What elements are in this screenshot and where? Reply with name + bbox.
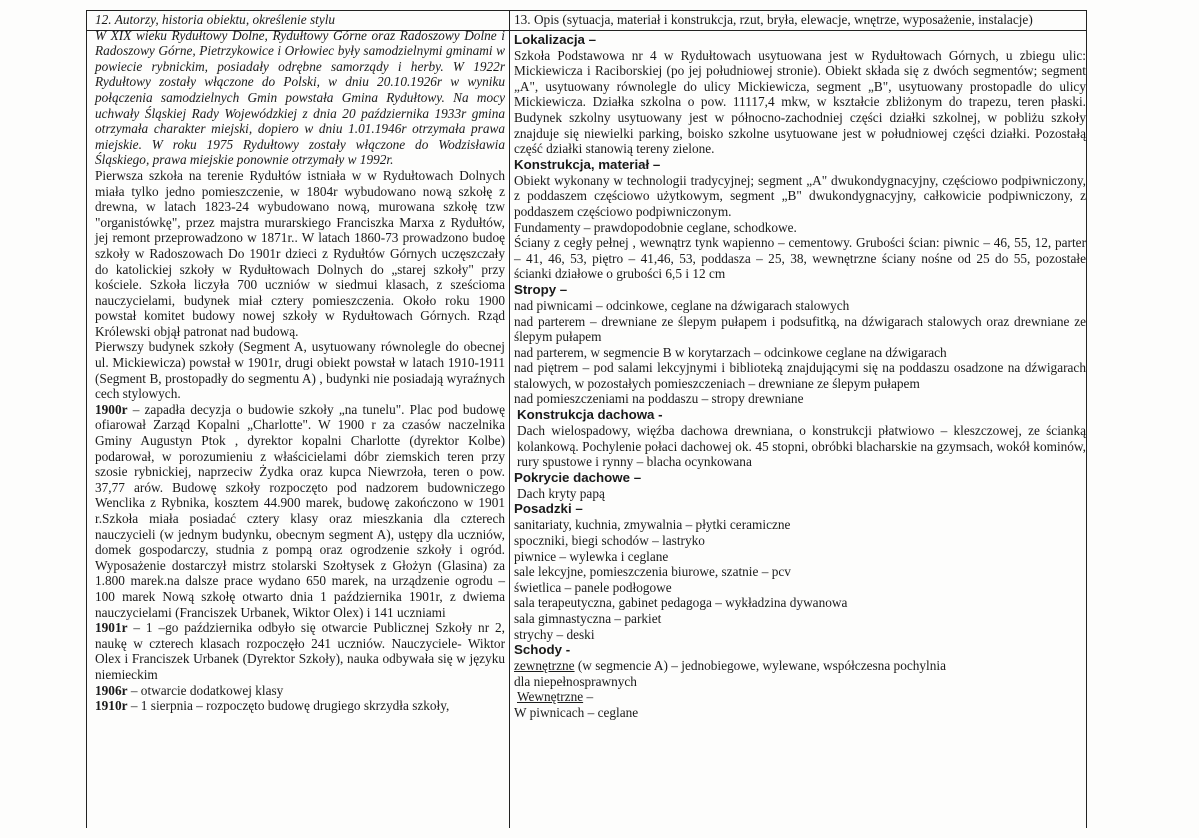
construction-text: Obiekt wykonany w technologii tradycyjnej; segment „A" dwukondygnacyjny, częściowo podpiwniczony, z poddaszem częściowo użytkowym, segment „B" dwukondygnacyjny, całkowicie podpiwniczony, z poddaszem częściowo podpiwniczonym. [514, 172, 1086, 219]
ceilings-item: nad piwnicami – odcinkowe, ceglane na dźwigarach stalowych [514, 297, 850, 313]
history-entry-1906 [95, 683, 505, 699]
foundations-text: Fundamenty – prawdopodobnie ceglane, schodkowe. [514, 219, 797, 235]
entry-text: – 1 –go października odbyło się otwarcie Publicznej Szkoły nr 2, naukę w czterech klasach rozpoczęło 241 uczniów. Nauczyciele- Wiktor Olex i Franciszek Urbanek (Dyrektor Szkoły), nauka odbywała się w języku niemieckim [95, 620, 505, 682]
ceilings-item: nad pomieszczeniami na poddaszu – stropy drewniane [514, 391, 804, 407]
section-title-floors: Posadzki – [514, 501, 583, 517]
stairs-internal [514, 689, 1086, 705]
history-intro: W XIX wieku Rydułtowy Dolne, Rydułtowy Górne oraz Radoszowy Dolne i Radoszowy Górne, Pietrzykowice i Orłowiec były samodzielnymi gminami w powiecie rybnickim, posiadały odrębne samorządy i herby. W 1922r Rydułtowy zostały włączone do Polski, w dniu 20.10.1926r w wyniku połączenia samodzielnych Gmin powstała Gmina Rydułtowy. Na mocy uchwały Śląskiej Rady Wojewódzkiej z dnia 20 października 1933r gmina otrzymała charakter miejski, dopiero w dniu 1.01.1946r otrzymała prawa miejskie. W roku 1975 Rydułtowy zostały włączone do Wodzisławia Śląskiego, prawa miejskie ponownie otrzymały w 1992r. [95, 27, 505, 168]
walls-text: Ściany z cegły pełnej , wewnątrz tynk wapienno – cementowy. Grubości ścian: piwnic – 46, 55, 12, parter – 41, 46, 53, piętro – 41,46, 53, poddasza – 25, 38, wewnętrzne ściany nośne od 25 do 55, pozostałe ścianki działowe o grubości 6,5 i 12 cm [514, 235, 1086, 282]
left-border [86, 10, 87, 828]
description-column [514, 12, 1086, 721]
stairs-external-label: zewnętrzne [514, 658, 575, 674]
roof-structure-text: Dach wielospadowy, więźba dachowa drewniana, o konstrukcji płatwiowo – kleszczowej, ze ścianką kolankową. Pochylenie połaci dachowej ok. 45 stopni, obróbki blacharskie na gzymsach, wokół kominów, rury spustowe i rynny – blacha ocynkowana [517, 423, 1086, 470]
floors-item: sanitariaty, kuchnia, zmywalnia – płytki ceramiczne [514, 517, 791, 533]
history-column [95, 12, 505, 714]
entry-text: – otwarcie dodatkowej klasy [127, 682, 284, 698]
entry-year: 1906r [95, 682, 128, 698]
entry-year: 1901r [95, 620, 128, 636]
description-header: 13. Opis (sytuacja, materiał i konstrukcja, rzut, bryła, elewacje, wnętrze, wyposażenie, instalacje) [514, 12, 1033, 27]
history-paragraph: Pierwszy budynek szkoły (Segment A, usytuowany równolegle do obecnej ul. Mickiewicza) powstał w 1901r, drugi obiekt powstał w latach 1910-1911 (Segment B, prostopadły do segmentu A) , budynki nie posiadają wyraźnych cech stylowych. [95, 339, 505, 402]
section-title-roof-structure: Konstrukcja dachowa - [517, 407, 663, 423]
floors-item: strychy – deski [514, 626, 595, 642]
top-border [86, 10, 1086, 11]
stairs-external-text: (w segmencie A) – jednobiegowe, wylewane, współczesna pochylnia [574, 658, 946, 674]
section-title-ceilings: Stropy – [514, 281, 568, 297]
ceilings-item: nad parterem – drewniane ze ślepym pułapem i podsufitką, na dźwigarach stalowych oraz drewniane ze ślepym pułapem [514, 313, 1086, 345]
floors-item: sale lekcyjne, pomieszczenia biurowe, szatnie – pcv [514, 564, 791, 580]
history-entry-1910 [95, 698, 505, 714]
roofing-text: Dach kryty papą [517, 485, 605, 501]
stairs-external [514, 658, 1086, 674]
floors-item: sala terapeutyczna, gabinet pedagoga – wykładzina dywanowa [514, 595, 848, 611]
column-divider [509, 10, 510, 828]
history-entry-1901 [95, 620, 505, 682]
floors-item: spoczniki, biegi schodów – lastryko [514, 533, 705, 549]
entry-text: – 1 sierpnia – rozpoczęto budowę drugiego skrzydła szkoły, [127, 698, 450, 714]
ceilings-item: nad parterem, w segmencie B w korytarzach – odcinkowe ceglane na dźwigarach [514, 344, 947, 360]
section-title-location: Lokalizacja – [514, 31, 597, 47]
location-text: Szkoła Podstawowa nr 4 w Rydułtowach usytuowana jest w Rydułtowach Górnych, u zbiegu ulic: Mickiewicza i Raciborskiej (po jej południowej stronie). Obiekt składa się z dwóch segmentów; segment „A", usytuowany równolegle do ulicy Mickiewicza, segment „B", usytuowany prostopadle do ulicy Mickiewicza. Działka szkolna o pow. 11117,4 mkw, w kształcie zbliżonym do trapezu, teren płaski. Budynek szkolny usytuowany jest w północno-zachodniej części działki szkolnej, w pobliżu szkoły znajduje się niewielki parking, boisko szkolne usytuowane jest w południowej części działki. Pozostałą część działki stanowią tereny zielone. [514, 47, 1086, 157]
stairs-internal-text: – [583, 689, 594, 705]
floors-item: piwnice – wylewka i ceglane [514, 548, 669, 564]
entry-year: 1900r [95, 401, 128, 417]
floors-item: świetlica – panele podłogowe [514, 579, 672, 595]
section-title-construction: Konstrukcja, materiał – [514, 156, 661, 172]
history-header: 12. Autorzy, historia obiektu, określenie stylu [95, 12, 336, 27]
floors-item: sala gimnastyczna – parkiet [514, 611, 662, 626]
history-paragraph: Pierwsza szkoła na terenie Rydułtów istniała w w Rydułtowach Dolnych miała tylko jedno pomieszczenie, w 1804r wybudowano nową szkołę z drewna, w latach 1823-24 wybudowano nową, murowana szkołę tzw "organistówkę", przez majstra murarskiego Franciszka Marxa z Rydułtów, jej remont przeprowadzono w 1871r.. W latach 1860-73 prowadzono budoę szkoły w Radoszowach Do 1901r dzieci z Rydułtów Górnych uczęszczały do katolickiej szkoły w Rydułtowach Dolnych do „starej szkoły" przy kościele. Szkoła liczyła 700 uczniów w siedmui klasach, z sześcioma nauczycielami, budynek miał cztery pomieszczenia. Około roku 1900 powstał komitet budowy nowej szkoły w Rydułtowach Górnych. Rząd Królewski objął patronat nad budową. [95, 167, 505, 339]
ceilings-item: nad piętrem – pod salami lekcyjnymi i biblioteką znajdującymi się na poddaszu osadzone na dźwigarach stalowych, w pozostałych pomieszczeniach – drewniane ze ślepym pułapem [514, 360, 1086, 391]
stairs-basement: W piwnicach – ceglane [514, 704, 639, 720]
section-title-roofing: Pokrycie dachowe – [514, 469, 642, 485]
stairs-internal-label: Wewnętrzne [517, 689, 584, 705]
stairs-external-cont: dla niepełnosprawnych [514, 673, 637, 689]
entry-year: 1910r [95, 698, 128, 714]
section-title-stairs: Schody - [514, 642, 571, 658]
right-border [1086, 10, 1087, 828]
history-entry-1900 [95, 402, 505, 620]
entry-text: – zapadła decyzja o budowie szkoły „na tunelu". Plac pod budowę ofiarował Zarząd Kopalni „Charlotte". W 1900 r za czasów naczelnika Gminy Augustyn Ptok , dyrektor kopalni Charlotte (dyrektor Kolbe) podarował, w porozumieniu z właścicielami dóbr ziemskich teren przy szosie rybnickiej, naprzeciw Żydka oraz kupca Niewrzoła, teren o pow. 37,77 arów. Budowę szkoły rozpoczęto pod nadzorem budowniczego Wenclika z Rybnika, kosztem 44.900 marek, budowę zakończono w 1901 r.Szkoła miała posiadać cztery klasy oraz mieszkania dla czterech nauczycieli (w jednym budynku, obecnym segment A), ustępy dla uczniów, domek gospodarczy, studnia z pompą oraz ogrodzenie szkoły i ogród. Wyposażenie dostarczył mistrz stolarski Szołtysek z Głożyn (Glasina) za 1.800 marek.na dalsze prace wydano 650 marek, na urządzenie ogrodu – 100 marek Nową szkołę otwarto dnia 1 października 1901r, z dwiema nauczycielami (Franciszek Urbanek, Wiktor Olex) i 141 uczniami [95, 401, 505, 620]
